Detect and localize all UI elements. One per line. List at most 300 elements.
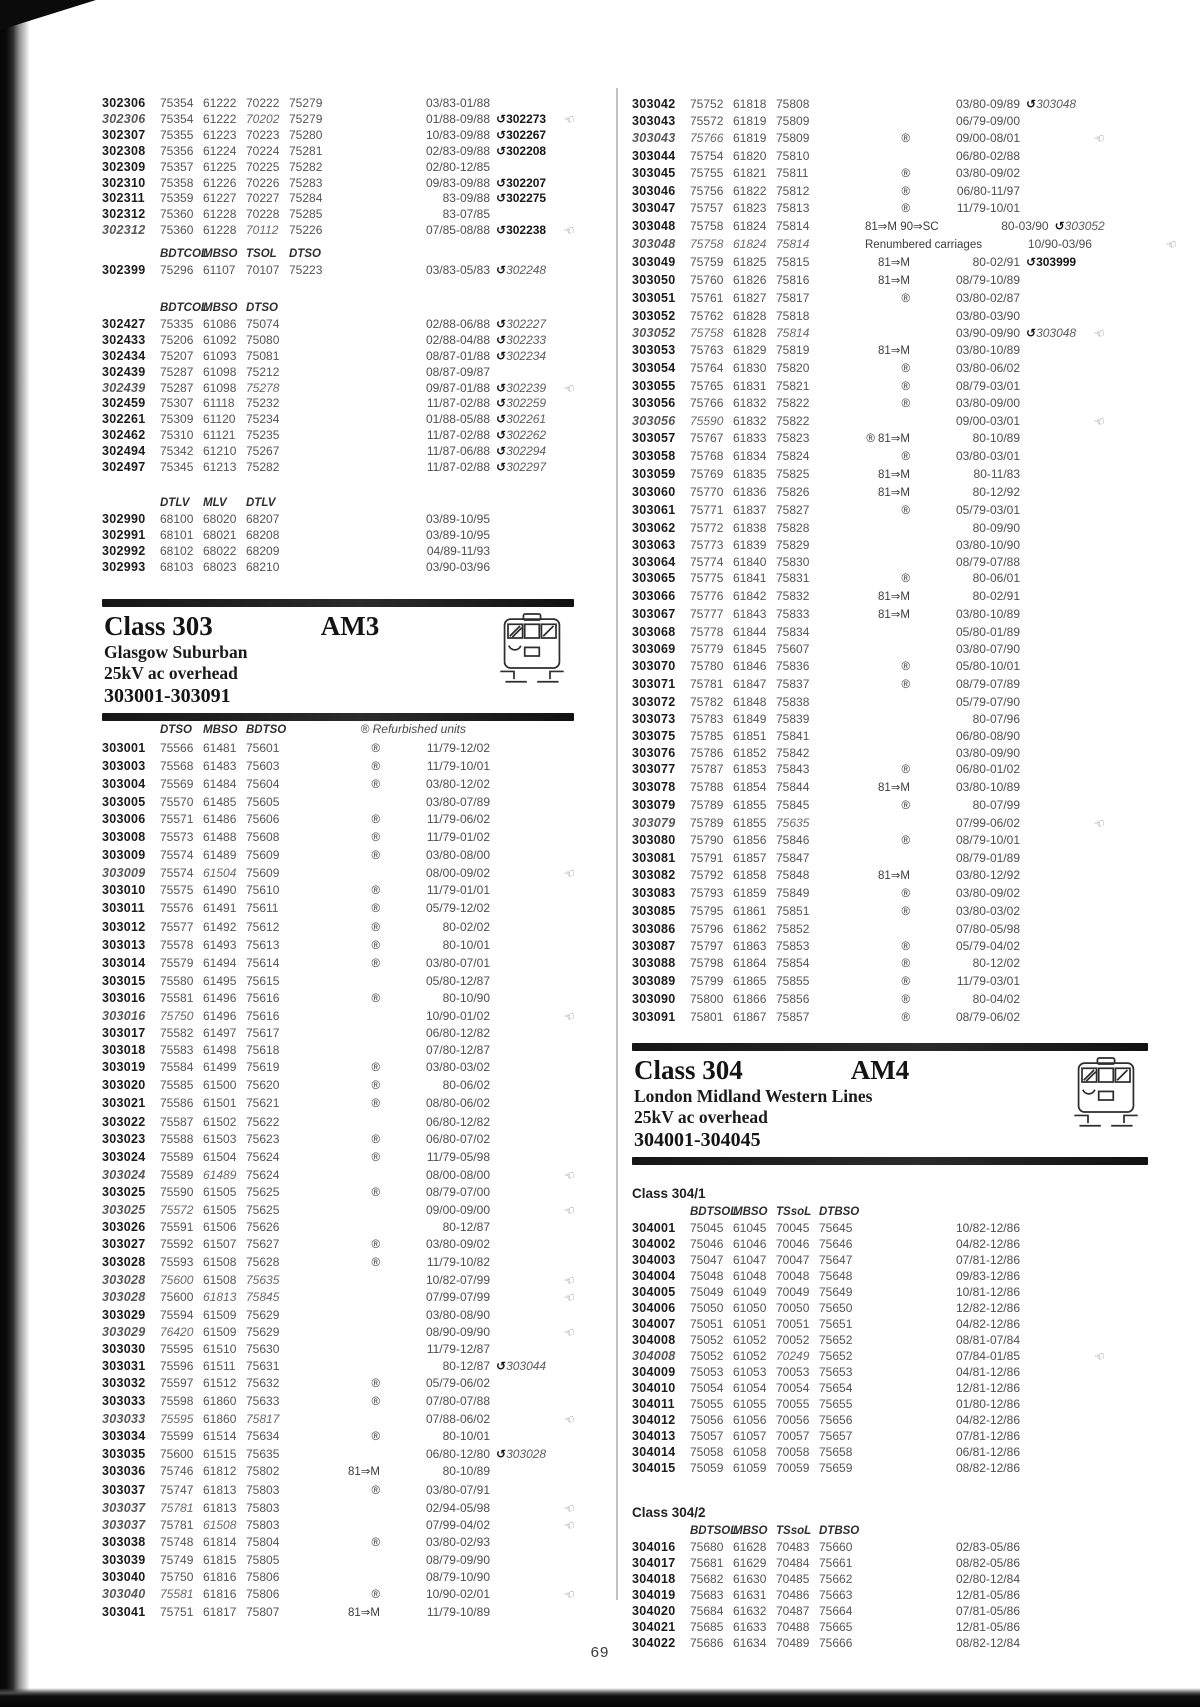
row-note: ® [371,742,380,755]
date-range: 10/82-07/99 [425,1273,490,1288]
table-row [102,1569,580,1586]
table-row [632,113,1110,130]
car-number: 70487 [776,1604,810,1619]
car-number: 61490 [203,883,237,898]
car-number: 61817 [203,1605,237,1620]
right-column [632,96,1179,1651]
car-number: 75621 [246,1096,280,1111]
car-number: 75212 [246,364,280,379]
table-row [632,1619,1110,1635]
hand-empty [1094,1406,1110,1410]
car-number: 68021 [203,527,237,542]
hand-empty [1094,877,1110,881]
table-row [632,502,1110,520]
table-row [102,223,580,239]
date-range: 07/81-12/86 [955,1429,1020,1444]
hand-empty [564,1052,580,1056]
car-number: 61509 [203,1324,237,1339]
car-number: 75750 [160,1569,194,1584]
hand-empty [564,421,580,425]
pointing-hand-icon: ☜ [562,1272,577,1290]
car-number: 75615 [246,973,280,988]
table-row [632,1332,1110,1348]
date-range: 08/87-01/88 [425,348,490,363]
car-number: 61837 [733,502,767,517]
date-range: 04/82-12/86 [955,1237,1020,1252]
hand-empty [564,272,580,276]
car-number: 75609 [246,848,280,863]
date-range: 80-12/87 [442,1358,490,1373]
date-range: 05/80-12/87 [425,973,490,988]
car-number: 75626 [246,1220,280,1235]
row-note: ® [371,813,380,826]
pointing-hand-icon: ☜ [1092,325,1107,342]
row-note: ® [901,504,910,517]
table-row [632,624,1110,641]
hand-empty [1094,547,1110,551]
date-range: 11/79-05/98 [426,1149,490,1164]
subclass-label: Class 304/2 [632,1505,706,1521]
car-number: 61098 [203,364,237,379]
car-number: 70045 [776,1221,810,1236]
hand-empty [564,929,580,933]
date-range: 03/80-02/87 [955,290,1020,305]
hand-empty [1123,228,1139,232]
date-range: 11/87-02/88 [426,428,490,443]
date-range: 11/79-12/87 [426,1341,490,1356]
date-range: 05/79-07/90 [955,694,1020,709]
hand-empty [1094,318,1110,322]
car-number: 61052 [733,1349,767,1364]
car-number: 75650 [819,1301,853,1316]
table-row [102,1604,580,1622]
car-number: 61499 [203,1060,237,1075]
hand-empty [1094,807,1110,811]
car-number: 75657 [819,1429,853,1444]
hand-empty [564,453,580,457]
unit-number: 303060 [632,484,676,499]
date-range: 03/80-07/89 [425,794,490,809]
car-number: 75590 [160,1184,194,1199]
unit-number: 303088 [632,956,676,971]
car-number: 75777 [690,607,724,622]
car-number: 61508 [203,1273,237,1288]
table-row [102,544,580,560]
renumbered-to-unit: 302294 [506,444,547,459]
car-number: 75581 [160,1587,194,1602]
car-number: 75057 [690,1429,724,1444]
table-row [102,1393,580,1411]
car-number: 75827 [776,502,810,517]
unit-number: 303017 [102,1026,146,1041]
car-number: 61827 [733,290,767,305]
hand-empty [1094,123,1110,127]
renumbered-to-unit: 302262 [506,428,547,443]
date-range: 02/80-12/85 [425,159,490,174]
hand-empty [1094,1629,1110,1633]
unit-number: 302497 [102,460,146,475]
row-note: ® [371,1377,380,1390]
unit-number: 303033 [102,1412,146,1427]
car-number: 75572 [160,1203,194,1217]
unit-number: 303082 [632,867,676,882]
date-range: 02/83-09/88 [425,143,490,158]
car-number: 75758 [690,237,724,252]
car-number: 75837 [776,676,810,691]
date-range: 01/80-12/86 [955,1397,1020,1412]
car-number: 61843 [733,607,767,622]
pointing-hand-icon: ☜ [562,111,577,128]
unit-number: 303061 [632,502,676,517]
car-number: 61855 [733,816,767,831]
car-number: 75810 [776,148,810,163]
car-number: 61861 [733,903,767,918]
date-range: 03/90-03/96 [425,559,490,574]
hand-empty [564,521,580,525]
table-row [102,1254,580,1272]
hand-empty [564,1124,580,1128]
table-row [632,520,1110,537]
unit-number: 304001 [632,1221,676,1236]
table-row [632,1444,1110,1460]
date-range: 11/79-10/01 [956,201,1020,216]
unit-number: 303005 [102,794,146,809]
car-number: 75053 [690,1365,724,1380]
unit-number: 303059 [632,467,676,482]
date-range: 03/80-12/92 [955,867,1020,882]
car-number: 75267 [246,444,280,459]
car-number: 75825 [776,467,810,482]
renumbered-to-ref [490,444,564,460]
unit-number: 303004 [102,776,146,791]
renumbered-to-ref [490,317,564,333]
car-number: 61862 [733,921,767,936]
car-number: 61120 [203,412,236,427]
car-number: 75226 [289,223,323,238]
date-range: 04/81-12/86 [955,1365,1020,1380]
row-note: 81⇒M [877,344,910,357]
hand-empty [1094,634,1110,638]
renumber-arrow-icon: ↺ [496,143,507,158]
car-number: 75630 [246,1341,280,1356]
car-number: 75635 [246,1273,280,1288]
car-number: 70046 [776,1237,810,1252]
date-range: 09/00-03/01 [955,414,1020,429]
renumbered-to-ref [490,381,564,397]
car-number: 61842 [733,589,767,604]
row-note: Renumbered carriages [865,239,982,252]
table-row [102,512,580,528]
car-number: 75814 [776,237,810,252]
car-number: 75759 [690,255,724,270]
date-range: 08/82-12/84 [955,1636,1020,1651]
car-number: 75584 [160,1060,194,1075]
car-number: 75612 [246,919,280,934]
date-range: 03/80-03/90 [955,308,1020,323]
renumber-arrow-icon: ↺ [496,348,507,363]
car-number: 61228 [203,207,237,222]
hand-empty [1094,1422,1110,1426]
car-number: 75647 [819,1253,853,1268]
car-number: 75619 [246,1060,280,1075]
unit-number: 303053 [632,342,676,357]
hand-empty [1094,405,1110,409]
car-number: 75754 [690,148,724,163]
row-note: ® [371,1151,380,1164]
car-number: 75058 [690,1445,724,1460]
car-number: 61059 [733,1461,767,1476]
unit-number: 302992 [102,543,146,558]
date-range: 11/87-02/88 [426,460,490,475]
car-number: 75789 [690,816,724,831]
pointing-hand-icon: ☜ [562,1324,577,1341]
car-number: 75583 [160,1043,194,1058]
date-range: 03/80-07/91 [425,1482,490,1497]
row-note: ® [371,957,380,970]
date-range: 08/79-10/01 [955,833,1020,848]
car-number: 75629 [246,1324,280,1339]
row-note: ® [901,1012,910,1025]
table-row [102,1341,580,1358]
date-range: 08/00-09/02 [425,866,490,881]
renumber-arrow-icon: ↺ [1026,325,1037,340]
date-range: 09/00-09/00 [425,1203,490,1217]
hand-empty [1094,106,1110,110]
table-row [632,711,1110,728]
table-row [632,484,1110,502]
car-number: 61828 [733,325,767,340]
car-type-header-row [102,496,580,512]
unit-number: 304004 [632,1269,676,1284]
unit-number: 304017 [632,1556,676,1571]
hand-empty [1094,895,1110,899]
car-type-label: MBSO [203,724,238,737]
banner-bottom-bar [102,713,574,721]
class-title: Class 303 AM3 [104,611,380,642]
table-row [102,381,580,397]
date-range: 07/81-12/86 [955,1253,1020,1268]
hand-empty [1094,193,1110,197]
date-range: 12/81-05/86 [955,1588,1020,1603]
table-row [632,761,1110,779]
car-number: 61858 [733,867,767,882]
renumber-arrow-icon: ↺ [496,263,507,278]
table-row [632,290,1110,308]
table-row [102,776,580,794]
table-row [632,360,1110,378]
unit-number: 304018 [632,1572,676,1587]
date-range: 11/79-01/01 [426,883,490,898]
unit-number: 304011 [632,1397,675,1412]
car-number: 61853 [733,762,767,777]
car-number: 75581 [160,990,194,1005]
car-number: 61822 [733,183,767,198]
row-note: ® [371,1431,380,1444]
renumbered-to-unit: 302227 [506,316,547,331]
date-range: 05/79-12/02 [425,901,490,916]
car-number: 61226 [203,175,237,190]
car-number: 61118 [203,396,235,411]
hand-empty [564,374,580,378]
hand-empty [564,153,580,157]
date-range: 02/88-06/88 [425,316,490,331]
unit-number: 303042 [632,97,676,111]
car-number: 75595 [160,1341,194,1356]
unit-number: 303034 [102,1429,146,1444]
unit-number: 302494 [102,444,146,459]
car-number: 75758 [690,325,724,340]
car-number: 75603 [246,758,280,773]
car-number: 75762 [690,308,724,323]
unit-number: 304009 [632,1365,676,1380]
table-row [102,1149,580,1167]
car-number: 61503 [203,1131,237,1146]
renumbered-to-unit: 302234 [506,348,547,363]
unit-number: 302439 [102,380,146,395]
car-number: 61053 [733,1365,767,1380]
pointing-hand-icon: ☜ [1092,1348,1107,1365]
row-note: ® [901,398,910,411]
car-number: 61495 [203,973,237,988]
car-number: 75283 [289,175,323,190]
unit-number: 304008 [632,1349,676,1364]
table-row [102,207,580,223]
car-number: 75817 [776,290,810,305]
car-number: 75614 [246,955,280,970]
table-row [102,1167,580,1184]
row-note: ® [901,678,910,691]
date-range: 80-12/92 [972,484,1020,499]
car-number: 75354 [160,96,194,110]
table-row [632,130,1110,148]
car-number: 61224 [203,143,237,158]
car-number: 75788 [690,780,724,795]
date-range: 08/90-09/90 [425,1324,490,1339]
table-row [632,850,1110,867]
row-note: ® [371,1098,380,1111]
date-range: 08/87-09/87 [425,364,490,379]
car-number: 75826 [776,484,810,499]
hand-empty [1094,1001,1110,1005]
car-number: 75770 [690,484,724,499]
row-note: 81⇒M [347,1607,380,1620]
renumbered-to-ref [1049,218,1123,235]
car-number: 61210 [203,444,237,459]
unit-number: 302312 [102,207,146,222]
table-row [632,728,1110,745]
date-range: 06/80-02/88 [955,148,1020,163]
date-range: 03/80-03/02 [425,1060,490,1075]
car-number: 61828 [733,308,767,323]
car-number: 61829 [733,342,767,357]
banner-top-bar [102,599,574,607]
row-note: ® [371,921,380,934]
car-number: 75280 [289,127,323,142]
renumbered-to-unit: 303052 [1064,219,1105,234]
unit-number: 303080 [632,833,676,848]
renumber-arrow-icon: ↺ [496,1447,507,1462]
car-number: 75660 [819,1540,853,1555]
unit-number: 303071 [632,676,676,691]
hand-empty [1094,704,1110,708]
unit-number: 304021 [632,1620,676,1635]
car-number: 75686 [690,1636,724,1651]
car-number: 61222 [203,111,237,126]
unit-number: 302310 [102,175,146,190]
table-row [632,218,1110,236]
hand-empty [564,1456,580,1460]
date-range: 01/88-05/88 [425,412,490,427]
car-number: 75824 [776,449,810,464]
hand-empty [1094,965,1110,969]
car-number: 75616 [246,990,280,1005]
car-number: 61818 [733,97,767,111]
car-number: 61856 [733,833,767,848]
date-range: 07/80-12/87 [425,1043,490,1058]
unit-number: 303023 [102,1131,146,1146]
car-number: 61819 [733,113,767,128]
car-type-label: DTBSO [819,1206,860,1219]
hand-empty [564,1229,580,1233]
car-number: 61631 [733,1588,767,1603]
table-row [632,554,1110,571]
hand-empty [1094,1454,1110,1458]
car-number: 75279 [289,111,323,126]
unit-number: 304003 [632,1253,676,1268]
car-number: 61213 [203,460,237,475]
car-number: 70223 [246,127,280,142]
car-number: 70228 [246,207,280,222]
date-range: 08/00-08/00 [425,1167,490,1182]
car-number: 75285 [289,207,323,222]
unit-number: 303013 [102,937,146,952]
date-range: 06/80-12/82 [425,1026,490,1041]
car-type-label: TSsoL [776,1525,812,1538]
table-row [102,794,580,811]
car-number: 75778 [690,625,724,640]
car-number: 61508 [203,1255,237,1270]
date-range: 80-07/99 [972,798,1020,813]
date-range: 08/81-07/84 [955,1333,1020,1348]
table-row [632,466,1110,484]
car-type-label: TSOL [246,248,277,261]
car-number: 75600 [160,1447,194,1462]
car-number: 61815 [203,1552,237,1567]
date-range: 12/82-12/86 [955,1301,1020,1316]
car-number: 61505 [203,1184,237,1199]
car-number: 61838 [733,520,767,535]
car-number: 61813 [203,1290,237,1305]
date-range: 03/80-09/00 [955,396,1020,411]
car-number: 61098 [203,380,237,395]
car-number: 61092 [203,332,237,347]
table-row [632,148,1110,165]
car-number: 61845 [733,642,767,657]
hand-empty [1094,440,1110,444]
hand-empty [1094,1438,1110,1442]
class-number-range: 303001-303091 [104,685,231,708]
unit-number: 302308 [102,143,146,158]
car-number: 75842 [776,745,810,760]
unit-number: 302434 [102,348,146,363]
unit-number: 303056 [632,396,676,411]
car-number: 70047 [776,1253,810,1268]
car-number: 75234 [246,412,280,427]
unit-number: 303025 [102,1203,146,1217]
unit-number: 303028 [102,1255,146,1270]
car-type-label: BDTSO [246,724,287,737]
date-range: 80-12/87 [442,1220,490,1235]
